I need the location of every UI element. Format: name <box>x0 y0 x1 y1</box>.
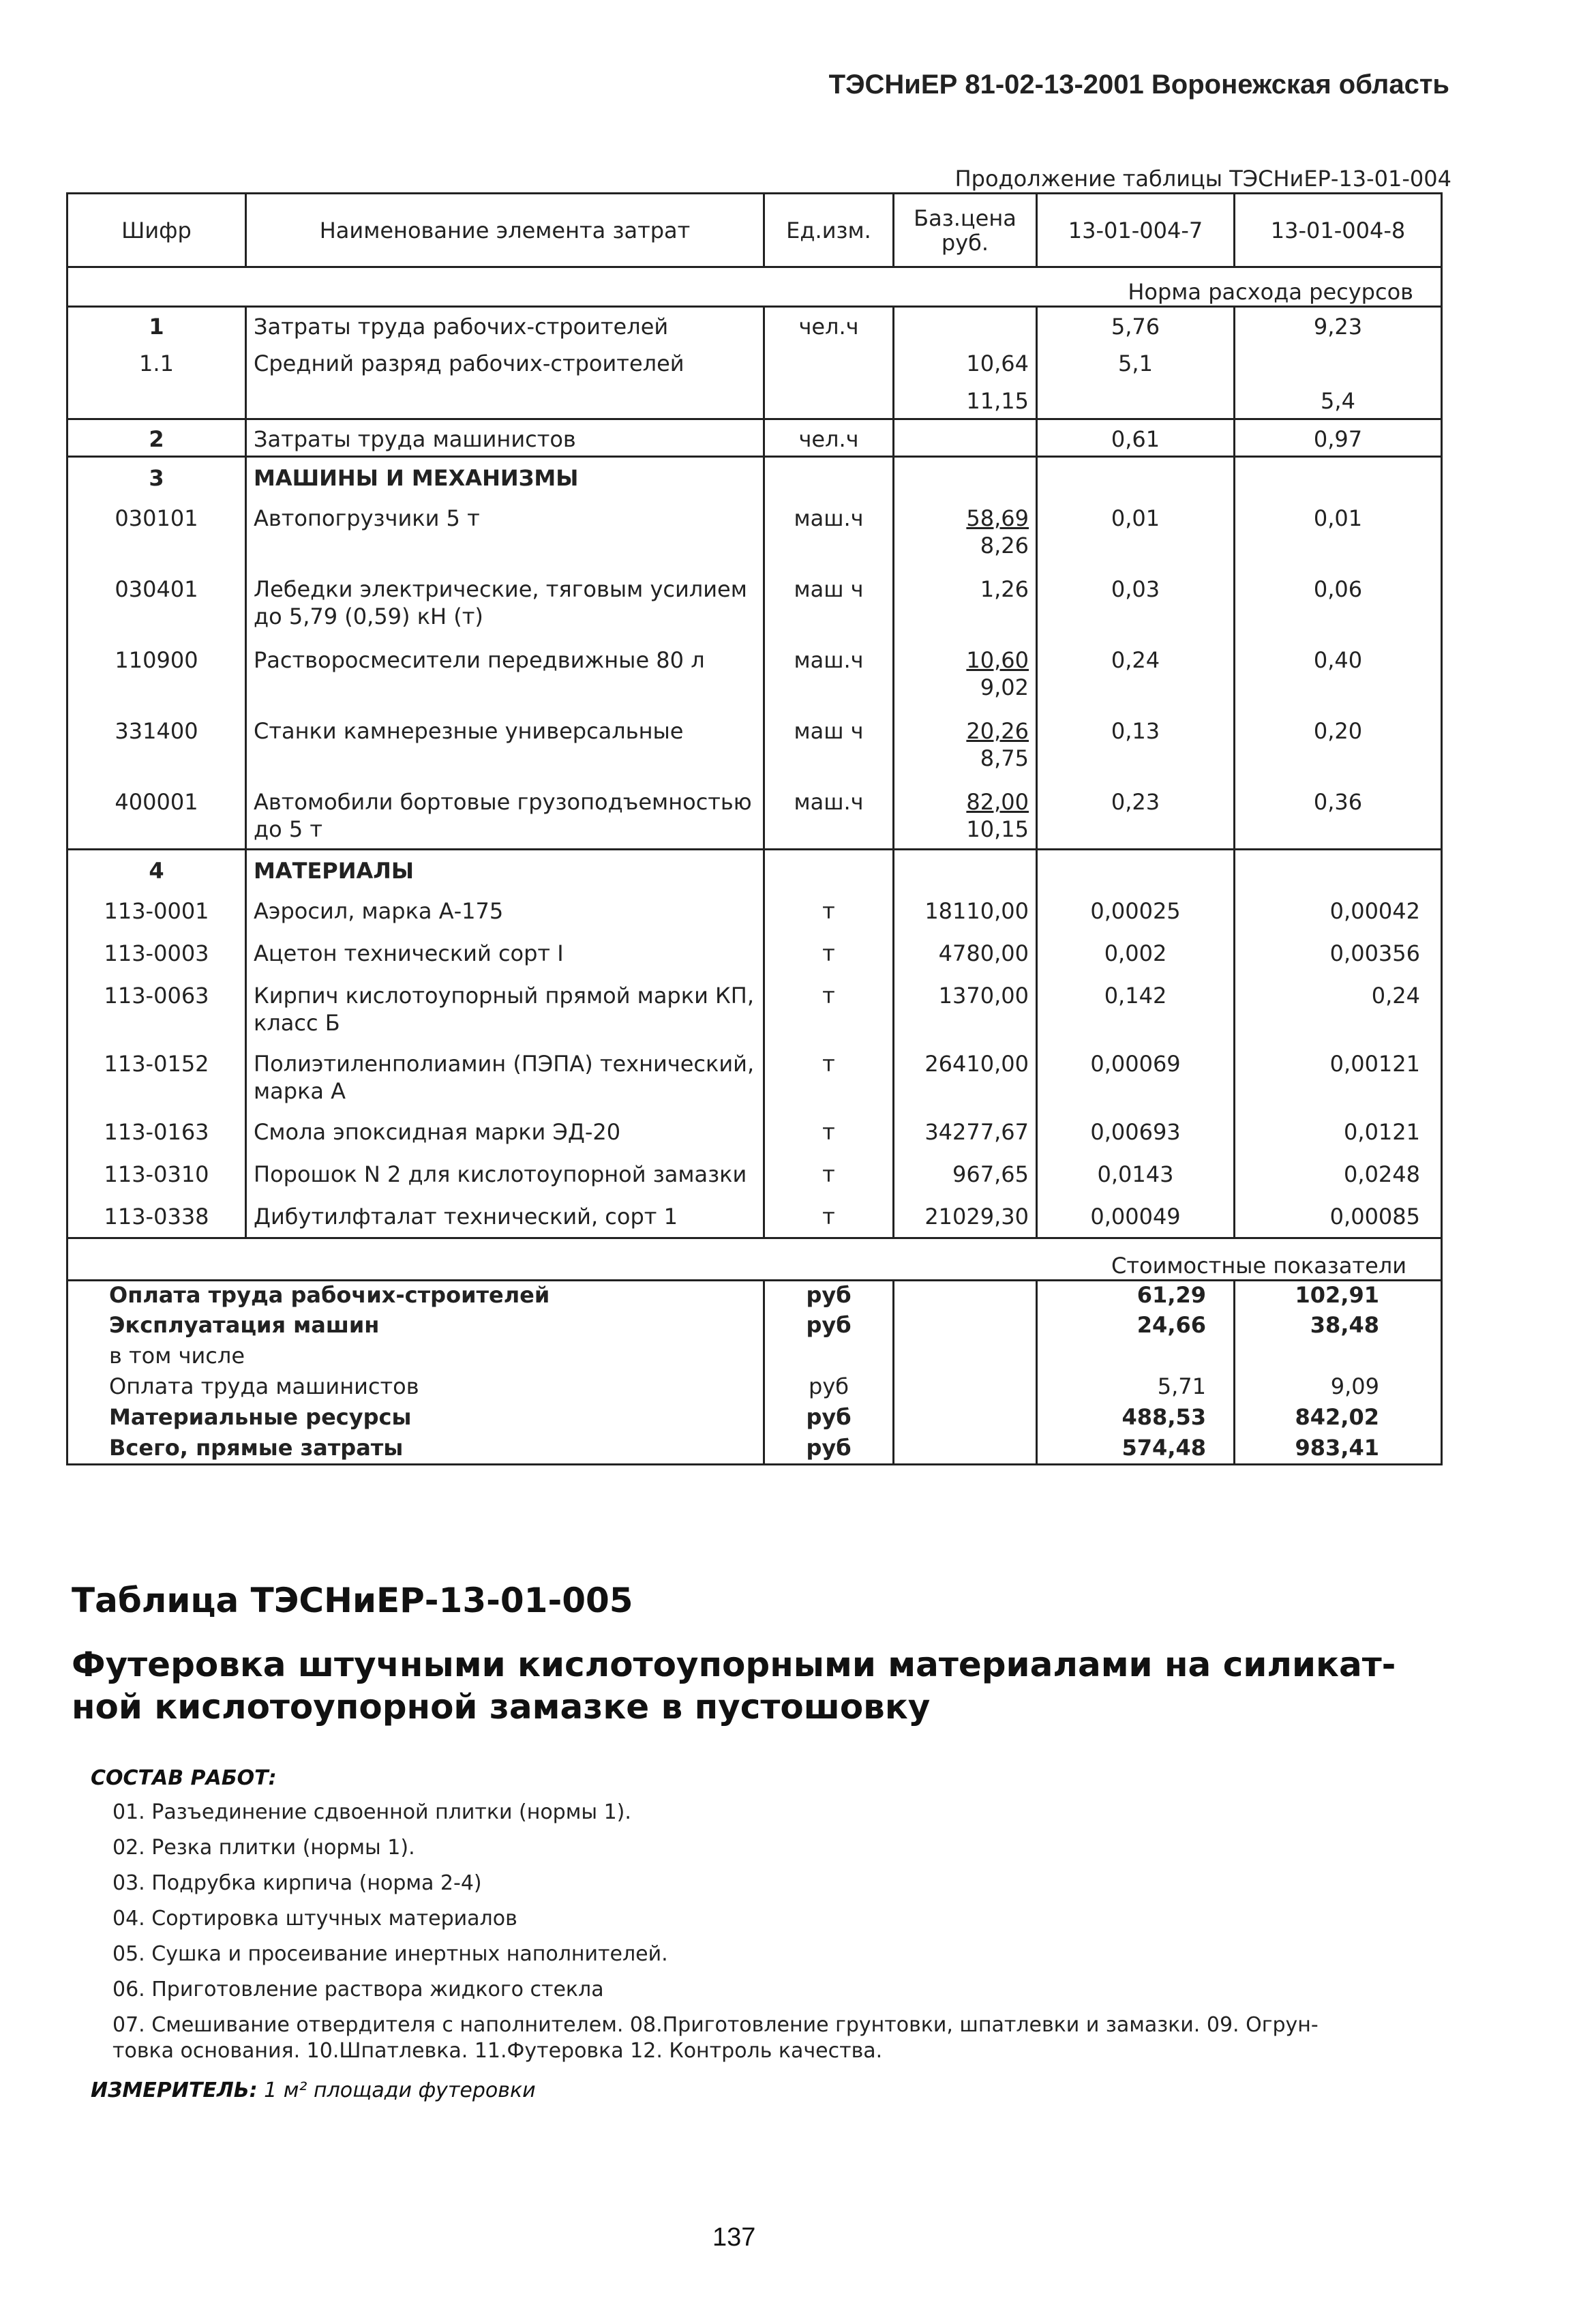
cost-name: в том числе <box>67 1342 764 1373</box>
cost-unit: руб <box>764 1373 894 1403</box>
col-price-header-line2: руб. <box>941 229 989 256</box>
machine-unit: маш ч <box>764 711 894 781</box>
work-item: 07. Смешивание отвердителя с наполнителем. 08.Приготовление грунтовки, шпатлевки и замазки. 09. Огрун- <box>112 2013 1319 2037</box>
material-code: 113-0152 <box>67 1043 246 1112</box>
cost-value-8: 983,41 <box>1235 1434 1442 1465</box>
col-7-header: 13-01-004-7 <box>1037 194 1235 267</box>
machine-value-8: 0,36 <box>1235 781 1442 850</box>
row-name <box>246 382 764 419</box>
cost-row <box>67 1311 1442 1342</box>
machine-name <box>246 498 764 569</box>
work-item: 06. Приготовление раствора жидкого стекла <box>112 1978 604 2001</box>
materials-section-row-name: МАТЕРИАЛЫ <box>246 850 764 891</box>
cost-price-empty <box>894 1373 1037 1403</box>
cost-price-empty <box>894 1311 1037 1342</box>
material-value-7: 0,00693 <box>1037 1112 1235 1154</box>
cost-name: Всего, прямые затраты <box>67 1434 764 1465</box>
machine-name-line1: Лебедки электрические, тяговым усилием <box>254 576 747 602</box>
row-price: 10,64 <box>894 344 1037 382</box>
material-row <box>67 891 1442 933</box>
cost-value-8: 102,91 <box>1235 1281 1442 1311</box>
cost-unit: руб <box>764 1311 894 1342</box>
machine-price-line2: 10,15 <box>966 816 1029 842</box>
material-name-line1: Кирпич кислотоупорный прямой марки КП, <box>254 982 754 1009</box>
material-row <box>67 1043 1442 1112</box>
material-price: 1370,00 <box>894 975 1037 1043</box>
row-value-7 <box>1037 382 1235 419</box>
cost-row <box>67 1434 1442 1465</box>
machine-value-7: 0,24 <box>1037 640 1235 711</box>
measure-value: 1 м² площади футеровки <box>264 2079 536 2102</box>
row-code <box>67 382 246 419</box>
row-value-8: 0,97 <box>1235 419 1442 457</box>
work-item: 03. Подрубка кирпича (норма 2-4) <box>112 1871 482 1895</box>
cost-name: Эксплуатация машин <box>67 1311 764 1342</box>
material-name-line2: класс Б <box>254 1009 340 1036</box>
row-value-7: 5,76 <box>1037 307 1235 344</box>
machines-section-row-name: МАШИНЫ И МЕХАНИЗМЫ <box>246 457 764 498</box>
machine-unit: маш.ч <box>764 781 894 850</box>
cost-name: Материальные ресурсы <box>67 1403 764 1434</box>
material-value-7: 0,00049 <box>1037 1196 1235 1238</box>
col-name-header: Наименование элемента затрат <box>246 194 764 267</box>
material-name-line2: марка А <box>254 1077 346 1104</box>
col-price-header-line1: Баз.цена <box>914 205 1017 231</box>
cost-row <box>67 1403 1442 1434</box>
machines-section-row-code: 3 <box>67 457 246 498</box>
cost-name: Оплата труда рабочих-строителей <box>67 1281 764 1311</box>
row-value-7: 5,1 <box>1037 344 1235 382</box>
machine-value-8: 0,06 <box>1235 569 1442 640</box>
cost-row <box>67 1281 1442 1311</box>
row-unit <box>764 344 894 382</box>
material-row <box>67 975 1442 1043</box>
machine-unit: маш.ч <box>764 498 894 569</box>
machine-row <box>67 498 1442 569</box>
row-name: Затраты труда машинистов <box>246 419 764 457</box>
table-title: Таблица ТЭСНиЕР-13-01-005 <box>72 1581 633 1620</box>
materials-section-row-empty <box>1037 850 1235 891</box>
material-name-line1: Аэросил, марка А-175 <box>254 897 504 924</box>
material-row <box>67 1196 1442 1238</box>
machine-value-7: 0,23 <box>1037 781 1235 850</box>
material-name <box>246 1196 764 1238</box>
cost-row <box>67 1342 1442 1373</box>
row-unit: чел.ч <box>764 419 894 457</box>
material-name <box>246 891 764 933</box>
material-value-7: 0,142 <box>1037 975 1235 1043</box>
measure-label: ИЗМЕРИТЕЛЬ: <box>91 2079 258 2102</box>
row-value-8: 5,4 <box>1235 382 1442 419</box>
machine-price <box>894 781 1037 850</box>
material-name <box>246 1112 764 1154</box>
resource-table <box>66 192 1443 1465</box>
machine-name <box>246 640 764 711</box>
cost-value-7 <box>1037 1342 1235 1373</box>
machine-code: 331400 <box>67 711 246 781</box>
material-name <box>246 975 764 1043</box>
machine-name <box>246 569 764 640</box>
norm-header-row <box>67 267 1442 307</box>
row-code: 1 <box>67 307 246 344</box>
work-item: 05. Сушка и просеивание инертных наполнителей. <box>112 1942 668 1966</box>
machine-row <box>67 640 1442 711</box>
machines-section-row-empty <box>1037 457 1235 498</box>
material-value-8: 0,00085 <box>1235 1196 1442 1238</box>
work-item: товка основания. 10.Шпатлевка. 11.Футеровка 12. Контроль качества. <box>112 2039 883 2063</box>
machines-section-row <box>67 457 1442 498</box>
materials-section-row-empty <box>764 850 894 891</box>
cost-price-empty <box>894 1403 1037 1434</box>
machine-name-line1: Станки камнерезные универсальные <box>254 717 684 744</box>
running-header: ТЭСНиЕР 81-02-13-2001 Воронежская область <box>828 70 1449 100</box>
material-unit: т <box>764 975 894 1043</box>
cost-price-empty <box>894 1342 1037 1373</box>
measure-line <box>91 2079 536 2102</box>
machine-name-line1: Растворосмесители передвижные 80 л <box>254 646 705 673</box>
cost-value-8 <box>1235 1342 1442 1373</box>
material-unit: т <box>764 1043 894 1112</box>
labor-row <box>67 382 1442 419</box>
machine-name-line1: Автопогрузчики 5 т <box>254 505 480 531</box>
material-name <box>246 1154 764 1196</box>
row-price: 11,15 <box>894 382 1037 419</box>
col-code-header: Шифр <box>67 194 246 267</box>
work-item: 02. Резка плитки (нормы 1). <box>112 1836 415 1860</box>
row-name: Затраты труда рабочих-строителей <box>246 307 764 344</box>
material-code: 113-0001 <box>67 891 246 933</box>
machines-section-row-empty <box>1235 457 1442 498</box>
material-value-8: 0,00356 <box>1235 933 1442 975</box>
material-price: 26410,00 <box>894 1043 1037 1112</box>
materials-section-row-empty <box>1235 850 1442 891</box>
material-price: 18110,00 <box>894 891 1037 933</box>
row-price <box>894 419 1037 457</box>
material-code: 113-0063 <box>67 975 246 1043</box>
machine-price-line1: 82,00 <box>966 788 1029 815</box>
machine-value-7: 0,13 <box>1037 711 1235 781</box>
machine-price <box>894 498 1037 569</box>
machine-code: 030401 <box>67 569 246 640</box>
machine-name-line2: до 5,79 (0,59) кН (т) <box>254 603 483 629</box>
machine-price-line2: 9,02 <box>980 674 1029 700</box>
machine-value-8: 0,20 <box>1235 711 1442 781</box>
machine-price-line1: 20,26 <box>966 717 1029 744</box>
material-unit: т <box>764 933 894 975</box>
machine-code: 110900 <box>67 640 246 711</box>
col-8-header: 13-01-004-8 <box>1235 194 1442 267</box>
material-price: 34277,67 <box>894 1112 1037 1154</box>
material-unit: т <box>764 1154 894 1196</box>
machine-price-line1: 1,26 <box>980 576 1029 602</box>
machine-price-line2: 8,75 <box>980 745 1029 771</box>
machine-price-line1: 58,69 <box>966 505 1029 531</box>
material-code: 113-0163 <box>67 1112 246 1154</box>
machine-value-7: 0,01 <box>1037 498 1235 569</box>
cost-unit: руб <box>764 1434 894 1465</box>
material-row <box>67 1112 1442 1154</box>
row-name: Средний разряд рабочих-строителей <box>246 344 764 382</box>
machine-code: 400001 <box>67 781 246 850</box>
material-unit: т <box>764 891 894 933</box>
material-value-8: 0,0248 <box>1235 1154 1442 1196</box>
material-code: 113-0003 <box>67 933 246 975</box>
machine-price <box>894 569 1037 640</box>
machine-unit: маш ч <box>764 569 894 640</box>
work-composition-label: СОСТАВ РАБОТ: <box>91 1766 277 1790</box>
material-name-line1: Порошок N 2 для кислотоупорной замазки <box>254 1161 747 1187</box>
row-code: 2 <box>67 419 246 457</box>
row-price <box>894 307 1037 344</box>
material-unit: т <box>764 1112 894 1154</box>
material-price: 21029,30 <box>894 1196 1037 1238</box>
cost-unit: руб <box>764 1403 894 1434</box>
material-name-line1: Ацетон технический сорт I <box>254 940 564 966</box>
row-unit: чел.ч <box>764 307 894 344</box>
materials-section-row <box>67 850 1442 891</box>
cost-value-7: 24,66 <box>1037 1311 1235 1342</box>
material-value-8: 0,00042 <box>1235 891 1442 933</box>
row-value-8 <box>1235 344 1442 382</box>
machine-row <box>67 781 1442 850</box>
table-header-row <box>67 194 1442 267</box>
machine-name-line2: до 5 т <box>254 816 323 842</box>
cost-unit: руб <box>764 1281 894 1311</box>
cost-header: Стоимостные показатели <box>67 1238 1442 1281</box>
cost-value-7: 488,53 <box>1037 1403 1235 1434</box>
material-name <box>246 933 764 975</box>
table-subtitle-line1: Футеровка штучными кислотоупорными материалами на силикат- <box>72 1645 1396 1684</box>
machine-price <box>894 640 1037 711</box>
material-price: 967,65 <box>894 1154 1037 1196</box>
cost-name: Оплата труда машинистов <box>67 1373 764 1403</box>
machine-price-line2: 8,26 <box>980 532 1029 558</box>
machine-row <box>67 711 1442 781</box>
cost-value-8: 842,02 <box>1235 1403 1442 1434</box>
material-value-8: 0,00121 <box>1235 1043 1442 1112</box>
machine-value-7: 0,03 <box>1037 569 1235 640</box>
machine-row <box>67 569 1442 640</box>
labor-row <box>67 307 1442 344</box>
material-name-line1: Дибутилфталат технический, сорт 1 <box>254 1203 678 1230</box>
machine-name <box>246 781 764 850</box>
material-code: 113-0310 <box>67 1154 246 1196</box>
cost-price-empty <box>894 1434 1037 1465</box>
machine-price <box>894 711 1037 781</box>
cost-price-empty <box>894 1281 1037 1311</box>
material-row <box>67 1154 1442 1196</box>
material-code: 113-0338 <box>67 1196 246 1238</box>
material-row <box>67 933 1442 975</box>
norm-header: Норма расхода ресурсов <box>67 267 1442 307</box>
cost-unit <box>764 1342 894 1373</box>
material-value-8: 0,0121 <box>1235 1112 1442 1154</box>
machine-value-8: 0,40 <box>1235 640 1442 711</box>
material-price: 4780,00 <box>894 933 1037 975</box>
material-value-7: 0,00025 <box>1037 891 1235 933</box>
material-value-8: 0,24 <box>1235 975 1442 1043</box>
machines-section-row-empty <box>894 457 1037 498</box>
machine-name <box>246 711 764 781</box>
material-value-7: 0,00069 <box>1037 1043 1235 1112</box>
material-unit: т <box>764 1196 894 1238</box>
col-price-header <box>894 194 1037 267</box>
labor-row <box>67 419 1442 457</box>
cost-value-8: 9,09 <box>1235 1373 1442 1403</box>
cost-value-7: 61,29 <box>1037 1281 1235 1311</box>
machine-name-line1: Автомобили бортовые грузоподъемностью <box>254 788 752 815</box>
row-value-8: 9,23 <box>1235 307 1442 344</box>
table-subtitle-line2: ной кислотоупорной замазке в пустошовку <box>72 1687 931 1727</box>
material-name <box>246 1043 764 1112</box>
material-name-line1: Смола эпоксидная марки ЭД-20 <box>254 1118 621 1145</box>
cost-row <box>67 1373 1442 1403</box>
work-item: 04. Сортировка штучных материалов <box>112 1907 517 1931</box>
machines-section-row-empty <box>764 457 894 498</box>
page-number: 137 <box>712 2223 756 2252</box>
col-unit-header: Ед.изм. <box>764 194 894 267</box>
row-unit <box>764 382 894 419</box>
cost-value-7: 574,48 <box>1037 1434 1235 1465</box>
materials-section-row-empty <box>894 850 1037 891</box>
cost-value-7: 5,71 <box>1037 1373 1235 1403</box>
machine-code: 030101 <box>67 498 246 569</box>
row-code: 1.1 <box>67 344 246 382</box>
row-value-7: 0,61 <box>1037 419 1235 457</box>
cost-header-row <box>67 1238 1442 1281</box>
machine-price-line1: 10,60 <box>966 646 1029 673</box>
machine-unit: маш.ч <box>764 640 894 711</box>
materials-section-row-code: 4 <box>67 850 246 891</box>
material-name-line1: Полиэтиленполиамин (ПЭПА) технический, <box>254 1050 755 1077</box>
cost-value-8: 38,48 <box>1235 1311 1442 1342</box>
material-value-7: 0,0143 <box>1037 1154 1235 1196</box>
machine-value-8: 0,01 <box>1235 498 1442 569</box>
work-item: 01. Разъединение сдвоенной плитки (нормы 1). <box>112 1800 631 1824</box>
table-continuation-label: Продолжение таблицы ТЭСНиЕР-13-01-004 <box>954 166 1451 192</box>
material-value-7: 0,002 <box>1037 933 1235 975</box>
labor-row <box>67 344 1442 382</box>
